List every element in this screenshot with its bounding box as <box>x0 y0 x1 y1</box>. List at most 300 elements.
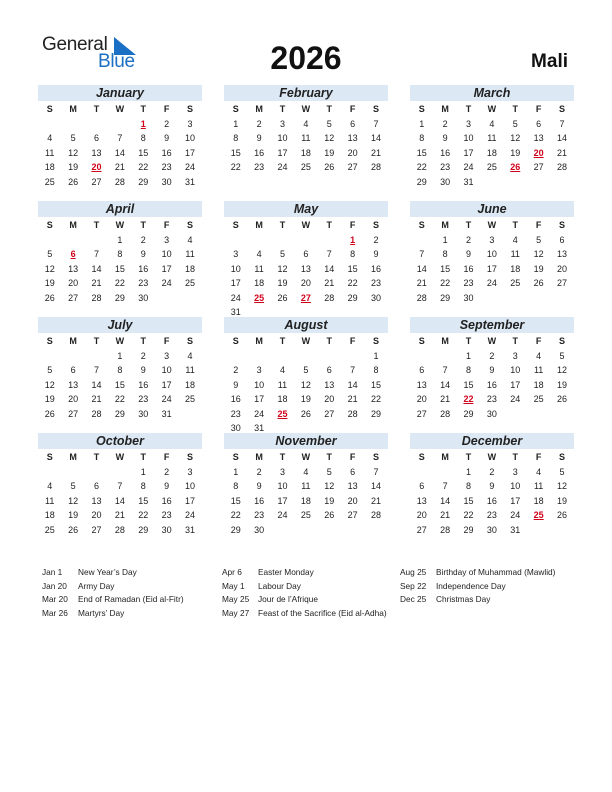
day-cell: 23 <box>486 510 497 520</box>
day-cell: 8 <box>233 133 239 143</box>
weekday-label: W <box>115 104 125 114</box>
day-cell: 19 <box>68 510 79 520</box>
day-cell: 8 <box>350 249 356 259</box>
day-cell: 3 <box>279 118 285 129</box>
holiday-name: Martyrs’ Day <box>78 607 125 618</box>
day-cell: 12 <box>44 379 55 390</box>
day-cell: 22 <box>230 162 241 172</box>
weekday-label: T <box>465 220 472 230</box>
empty-day <box>527 407 550 422</box>
day-cell: 19 <box>510 147 521 158</box>
day-cell: 17 <box>161 263 172 274</box>
day-cell: 25 <box>185 394 196 404</box>
month-september <box>410 317 574 421</box>
week-row <box>410 117 574 132</box>
day-cell: 24 <box>510 394 521 404</box>
day-cell: 18 <box>300 147 311 158</box>
day-cell: 17 <box>463 147 474 158</box>
day-cell: 13 <box>324 379 335 390</box>
month-title: December <box>410 433 574 449</box>
week-row <box>410 378 574 393</box>
day-cell: 6 <box>419 481 425 491</box>
day-cell: 18 <box>44 510 55 520</box>
month-december <box>410 433 574 537</box>
empty-day <box>410 349 433 364</box>
day-cell: 15 <box>138 495 149 506</box>
day-cell: 10 <box>277 133 288 143</box>
day-cell: 26 <box>533 278 544 288</box>
weekday-label: F <box>349 452 356 462</box>
day-cell: 17 <box>510 495 521 506</box>
day-cell: 11 <box>45 147 55 158</box>
day-cell: 10 <box>510 365 521 375</box>
day-cell: 11 <box>487 133 497 143</box>
day-cell: 30 <box>486 408 497 419</box>
day-cell: 26 <box>44 292 55 303</box>
day-cell: 16 <box>486 495 497 506</box>
empty-day <box>550 523 573 538</box>
day-cell: 3 <box>279 466 285 477</box>
day-cell: 9 <box>233 379 239 390</box>
holiday-day-cell: 27 <box>300 292 311 303</box>
day-cell: 12 <box>324 481 335 491</box>
weekday-label: T <box>93 220 100 230</box>
day-cell: 1 <box>117 234 123 245</box>
month-november <box>224 433 388 537</box>
day-cell: 25 <box>486 162 497 172</box>
day-cell: 24 <box>254 408 265 419</box>
weekday-header <box>38 102 202 117</box>
weekday-label: W <box>115 336 125 346</box>
day-cell: 27 <box>324 408 335 419</box>
day-cell: 9 <box>140 365 146 375</box>
day-cell: 29 <box>463 524 474 535</box>
day-cell: 30 <box>161 524 172 535</box>
day-cell: 7 <box>326 249 332 259</box>
day-cell: 12 <box>300 379 311 390</box>
day-cell: 30 <box>486 524 497 535</box>
holiday-day-cell: 22 <box>463 394 474 404</box>
day-cell: 4 <box>489 118 495 129</box>
day-cell: 3 <box>256 365 262 375</box>
day-cell: 4 <box>279 365 285 375</box>
day-cell: 1 <box>465 350 471 361</box>
weekday-label: S <box>559 104 566 114</box>
day-cell: 31 <box>185 524 196 535</box>
day-cell: 24 <box>185 510 196 520</box>
day-cell: 10 <box>230 263 241 274</box>
week-row <box>38 247 202 262</box>
day-cell: 19 <box>557 379 568 390</box>
week-row <box>38 160 202 175</box>
weekday-label: W <box>115 220 125 230</box>
holiday-day-cell: 6 <box>70 249 76 259</box>
day-cell: 7 <box>419 249 425 259</box>
day-cell: 9 <box>442 133 448 143</box>
weekday-label: S <box>232 104 239 114</box>
day-cell: 26 <box>277 292 288 303</box>
day-cell: 21 <box>557 147 568 158</box>
day-cell: 10 <box>161 249 172 259</box>
day-cell: 8 <box>373 365 379 375</box>
day-cell: 3 <box>465 118 471 129</box>
week-row <box>224 349 388 364</box>
day-cell: 14 <box>114 495 125 506</box>
empty-day <box>504 407 527 422</box>
day-cell: 30 <box>138 292 149 303</box>
weekday-label: S <box>373 104 380 114</box>
empty-day <box>527 523 550 538</box>
month-october <box>38 433 202 537</box>
empty-day <box>527 175 550 190</box>
month-may <box>224 201 388 320</box>
day-cell: 8 <box>419 133 425 143</box>
day-cell: 29 <box>371 408 382 419</box>
holiday-name: End of Ramadan (Eid al-Fitr) <box>78 594 184 604</box>
empty-day <box>61 117 84 132</box>
weekday-label: T <box>93 452 100 462</box>
day-cell: 19 <box>324 495 335 506</box>
empty-day <box>61 349 84 364</box>
weekday-label: S <box>232 336 239 346</box>
day-cell: 28 <box>371 510 382 520</box>
weekday-label: M <box>255 452 263 462</box>
day-cell: 2 <box>256 118 262 129</box>
day-cell: 3 <box>187 118 193 129</box>
day-cell: 30 <box>138 408 149 419</box>
day-cell: 7 <box>350 365 356 375</box>
weekday-label: T <box>279 452 286 462</box>
day-cell: 8 <box>442 249 448 259</box>
day-cell: 15 <box>230 495 241 506</box>
empty-day <box>85 349 108 364</box>
weekday-label: S <box>46 336 53 346</box>
empty-day <box>318 523 341 538</box>
day-cell: 22 <box>440 278 451 288</box>
holiday-date: Aug 25 <box>400 567 427 577</box>
weekday-label: F <box>535 452 542 462</box>
weekday-label: S <box>418 220 425 230</box>
day-cell: 15 <box>463 495 474 506</box>
day-cell: 27 <box>91 524 102 535</box>
holiday-column <box>400 566 555 607</box>
day-cell: 13 <box>347 481 358 491</box>
day-cell: 24 <box>277 510 288 520</box>
day-cell: 12 <box>68 147 79 158</box>
day-cell: 22 <box>371 394 382 404</box>
day-cell: 1 <box>373 350 379 361</box>
day-cell: 9 <box>256 481 262 491</box>
day-cell: 18 <box>254 278 265 288</box>
holiday-date: Mar 26 <box>42 607 68 618</box>
weekday-header <box>224 218 388 233</box>
weekday-label: T <box>512 452 518 462</box>
day-cell: 8 <box>117 365 123 375</box>
logo-text-general: General <box>42 34 108 55</box>
week-row <box>224 479 388 494</box>
day-cell: 28 <box>114 176 125 187</box>
day-cell: 3 <box>164 234 170 245</box>
day-cell: 5 <box>70 481 76 491</box>
empty-day <box>178 407 201 422</box>
day-cell: 23 <box>254 510 265 520</box>
day-cell: 22 <box>114 394 125 404</box>
day-cell: 11 <box>510 249 520 259</box>
week-row <box>38 262 202 277</box>
day-cell: 29 <box>440 292 451 303</box>
empty-day <box>155 291 178 306</box>
day-cell: 18 <box>44 162 55 172</box>
day-cell: 6 <box>303 249 309 259</box>
day-cell: 29 <box>138 176 149 187</box>
day-cell: 16 <box>161 147 172 158</box>
weekday-label: F <box>349 336 356 346</box>
weekday-header <box>410 334 574 349</box>
weekday-label: T <box>512 104 518 114</box>
day-cell: 7 <box>373 466 379 477</box>
day-cell: 23 <box>371 278 382 288</box>
day-cell: 27 <box>91 176 102 187</box>
day-cell: 29 <box>114 292 125 303</box>
day-cell: 23 <box>254 162 265 172</box>
day-cell: 9 <box>373 249 379 259</box>
week-row <box>38 363 202 378</box>
holiday-name: Birthday of Muhammad (Mawlid) <box>436 567 556 577</box>
weekday-label: F <box>163 452 170 462</box>
day-cell: 25 <box>44 176 55 187</box>
day-cell: 13 <box>416 379 427 390</box>
month-title: July <box>38 317 202 333</box>
day-cell: 9 <box>256 133 262 143</box>
day-cell: 10 <box>486 249 497 259</box>
day-cell: 3 <box>489 234 495 245</box>
day-cell: 20 <box>68 278 79 288</box>
holiday-name: Feast of the Sacrifice (Eid al-Adha) <box>258 607 387 618</box>
day-cell: 2 <box>465 234 471 245</box>
day-cell: 23 <box>440 162 451 172</box>
month-title: October <box>38 433 202 449</box>
weekday-label: F <box>163 336 170 346</box>
week-row <box>410 131 574 146</box>
empty-day <box>504 291 527 306</box>
day-cell: 27 <box>68 292 79 303</box>
day-cell: 4 <box>303 466 309 477</box>
day-cell: 19 <box>533 263 544 274</box>
empty-day <box>504 175 527 190</box>
day-cell: 13 <box>91 147 102 158</box>
day-cell: 11 <box>185 249 195 259</box>
day-cell: 5 <box>326 466 332 477</box>
day-cell: 18 <box>533 495 544 506</box>
day-cell: 28 <box>324 292 335 303</box>
day-cell: 9 <box>164 133 170 143</box>
day-cell: 14 <box>114 147 125 158</box>
holiday-day-cell: 20 <box>533 147 544 158</box>
empty-day <box>271 349 294 364</box>
day-cell: 2 <box>256 466 262 477</box>
day-cell: 14 <box>440 379 451 390</box>
day-cell: 24 <box>161 394 172 404</box>
day-cell: 2 <box>140 350 146 361</box>
weekday-header <box>224 334 388 349</box>
day-cell: 15 <box>230 147 241 158</box>
weekday-label: T <box>512 220 518 230</box>
week-row <box>38 407 202 422</box>
week-row <box>410 247 574 262</box>
weekday-label: M <box>69 220 77 230</box>
day-cell: 23 <box>230 408 241 419</box>
day-cell: 11 <box>301 481 311 491</box>
day-cell: 23 <box>486 394 497 404</box>
week-row <box>224 146 388 161</box>
day-cell: 14 <box>91 263 102 274</box>
day-cell: 9 <box>164 481 170 491</box>
day-cell: 18 <box>277 394 288 404</box>
weekday-label: T <box>326 452 332 462</box>
day-cell: 24 <box>486 278 497 288</box>
week-row <box>224 465 388 480</box>
weekday-label: M <box>255 336 263 346</box>
weekday-label: T <box>93 336 100 346</box>
day-cell: 15 <box>371 379 382 390</box>
day-cell: 15 <box>416 147 427 158</box>
day-cell: 5 <box>47 249 53 259</box>
week-row <box>224 160 388 175</box>
week-row <box>224 508 388 523</box>
holiday-entry <box>42 580 184 594</box>
weekday-label: S <box>232 220 239 230</box>
day-cell: 22 <box>463 510 474 520</box>
day-cell: 29 <box>416 176 427 187</box>
empty-day <box>433 465 456 480</box>
holiday-column <box>42 566 184 620</box>
weekday-label: W <box>115 452 125 462</box>
week-row <box>38 146 202 161</box>
weekday-label: S <box>418 336 425 346</box>
day-cell: 1 <box>442 234 448 245</box>
day-cell: 29 <box>138 524 149 535</box>
week-row <box>410 291 574 306</box>
day-cell: 18 <box>533 379 544 390</box>
week-row <box>38 349 202 364</box>
month-july <box>38 317 202 421</box>
day-cell: 27 <box>347 162 358 172</box>
week-row <box>38 276 202 291</box>
day-cell: 5 <box>70 133 76 143</box>
day-cell: 6 <box>70 365 76 375</box>
week-row <box>224 523 388 538</box>
day-cell: 8 <box>140 481 146 491</box>
day-cell: 18 <box>486 147 497 158</box>
day-cell: 30 <box>371 292 382 303</box>
weekday-label: T <box>326 104 332 114</box>
day-cell: 20 <box>557 263 568 274</box>
empty-day <box>271 233 294 248</box>
country-title: Mali <box>531 51 568 72</box>
day-cell: 23 <box>161 162 172 172</box>
day-cell: 28 <box>91 292 102 303</box>
day-cell: 11 <box>254 263 264 274</box>
day-cell: 7 <box>117 481 123 491</box>
weekday-label: S <box>373 452 380 462</box>
weekday-label: M <box>69 452 77 462</box>
day-cell: 7 <box>442 481 448 491</box>
weekday-label: W <box>301 336 311 346</box>
weekday-label: T <box>279 220 286 230</box>
week-row <box>38 392 202 407</box>
day-cell: 28 <box>440 524 451 535</box>
day-cell: 22 <box>416 162 427 172</box>
day-cell: 26 <box>324 162 335 172</box>
day-cell: 5 <box>303 365 309 375</box>
weekday-label: S <box>187 220 194 230</box>
day-cell: 3 <box>187 466 193 477</box>
day-cell: 26 <box>557 510 568 520</box>
day-cell: 15 <box>347 263 358 274</box>
day-cell: 15 <box>114 379 125 390</box>
day-cell: 31 <box>510 524 521 535</box>
holiday-name: Labour Day <box>258 580 301 591</box>
day-cell: 31 <box>463 176 474 187</box>
day-cell: 5 <box>47 365 53 375</box>
day-cell: 20 <box>91 510 102 520</box>
week-row <box>410 160 574 175</box>
day-cell: 20 <box>416 394 427 404</box>
day-cell: 16 <box>440 147 451 158</box>
weekday-label: T <box>465 452 472 462</box>
day-cell: 30 <box>230 423 241 433</box>
day-cell: 22 <box>138 162 149 172</box>
weekday-label: T <box>140 452 146 462</box>
holiday-entry <box>42 607 184 621</box>
holiday-entry <box>222 593 387 607</box>
weekday-label: M <box>441 452 449 462</box>
day-cell: 12 <box>557 365 568 375</box>
week-row <box>38 508 202 523</box>
day-cell: 23 <box>138 394 149 404</box>
day-cell: 31 <box>161 408 172 419</box>
day-cell: 24 <box>463 162 474 172</box>
empty-day <box>224 349 247 364</box>
month-title: November <box>224 433 388 449</box>
day-cell: 12 <box>510 133 521 143</box>
weekday-label: S <box>46 452 53 462</box>
weekday-header <box>410 218 574 233</box>
day-cell: 16 <box>371 263 382 274</box>
holiday-entry <box>400 566 555 580</box>
week-row <box>38 494 202 509</box>
empty-day <box>294 233 317 248</box>
weekday-label: W <box>301 104 311 114</box>
month-january <box>38 85 202 189</box>
day-cell: 19 <box>557 495 568 506</box>
day-cell: 24 <box>277 162 288 172</box>
day-cell: 14 <box>440 495 451 506</box>
day-cell: 16 <box>254 147 265 158</box>
week-row <box>224 247 388 262</box>
week-row <box>224 131 388 146</box>
weekday-label: M <box>441 220 449 230</box>
day-cell: 20 <box>68 394 79 404</box>
day-cell: 19 <box>44 394 55 404</box>
day-cell: 11 <box>185 365 195 375</box>
weekday-label: S <box>46 220 53 230</box>
holiday-name: New Year’s Day <box>78 567 137 577</box>
day-cell: 16 <box>138 379 149 390</box>
weekday-header <box>410 102 574 117</box>
day-cell: 26 <box>68 176 79 187</box>
day-cell: 12 <box>68 495 79 506</box>
